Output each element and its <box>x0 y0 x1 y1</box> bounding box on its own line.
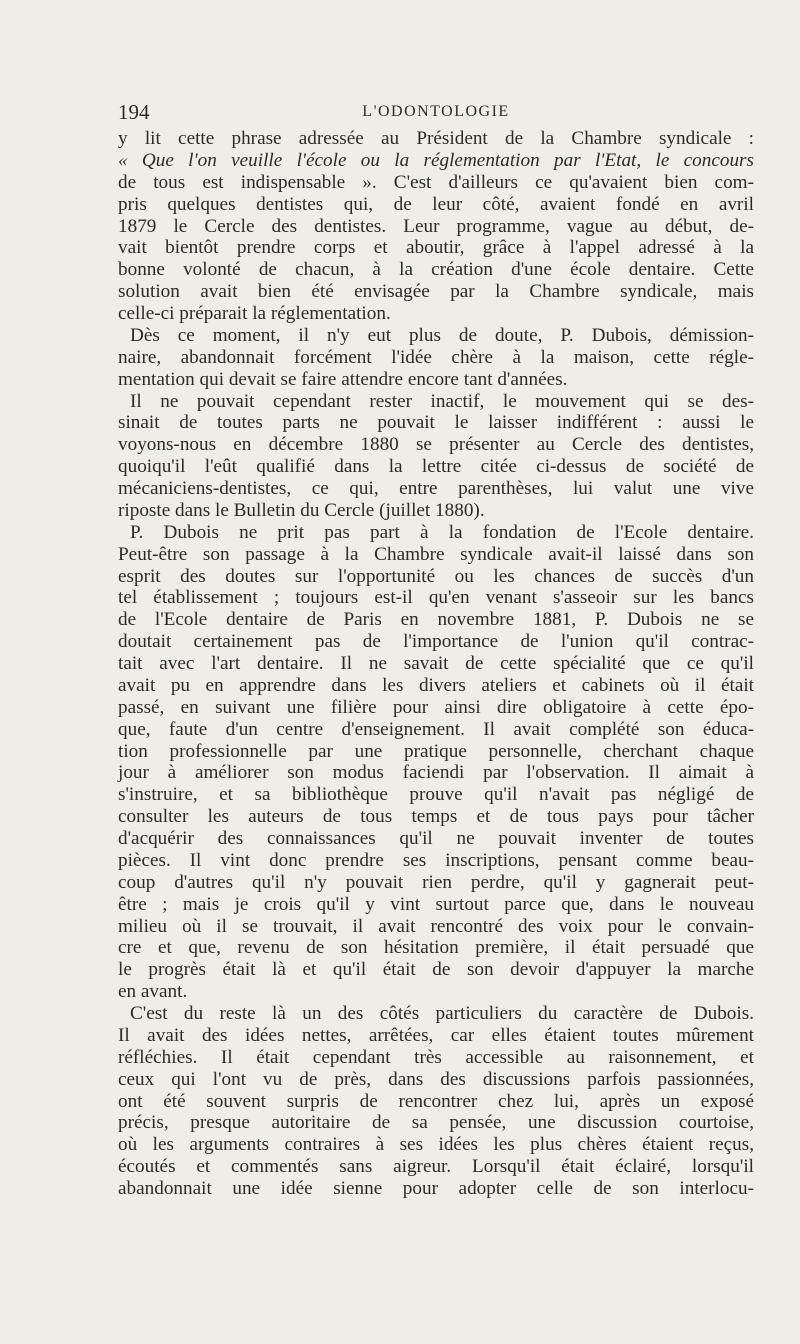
text-line: mécaniciens-dentistes, ce qui, entre parenthèses, lui valut une vive <box>118 478 754 499</box>
text-line: s'instruire, et sa bibliothèque prouve qu'il n'avait pas négligé de <box>118 784 754 806</box>
page-number: 194 <box>118 100 150 124</box>
text-line: que, faute d'un centre d'enseignement. Il avait complété son éduca- <box>118 718 754 740</box>
text-line: cre et que, revenu de son hésitation première, il était persuadé que <box>118 937 754 959</box>
text-line: sinait de toutes parts ne pouvait le laisser indifférent : aussi le <box>118 412 754 434</box>
page-header <box>118 100 754 128</box>
text-line: solution avait bien été envisagée par la Chambre syndicale, mais <box>118 281 754 303</box>
text-line: où les arguments contraires à ses idées les plus chères étaient reçus, <box>118 1134 754 1156</box>
text-line: mentation qui devait se faire attendre encore tant d'années. <box>118 368 568 390</box>
text-line: abandonnait une idée sienne pour adopter celle de son interlocu- <box>118 1178 754 1199</box>
text-line: d'acquérir des connaissances qu'il ne pouvait inventer de toutes <box>118 828 754 849</box>
text-line: C'est du reste là un des côtés particuliers du caractère de Dubois. <box>130 1003 754 1024</box>
text-line: précis, presque autoritaire de sa pensée, une discussion courtoise, <box>118 1112 754 1134</box>
text-line: naire, abandonnait forcément l'idée chère à la maison, cette régle- <box>118 346 754 368</box>
text-line: riposte dans le Bulletin du Cercle (juillet 1880). <box>118 499 485 521</box>
text-line: tion professionnelle par une pratique personnelle, cherchant chaque <box>118 740 754 762</box>
text-line: de l'Ecole dentaire de Paris en novembre 1881, P. Dubois ne se <box>118 609 754 631</box>
text-line: esprit des doutes sur l'opportunité ou les chances de succès d'un <box>118 565 754 587</box>
text-line: doutait certainement pas de l'importance de l'union qu'il contrac- <box>118 631 754 653</box>
text-line: « Que l'on veuille l'école ou la réglementation par l'Etat, le concours <box>118 149 754 171</box>
text-line: P. Dubois ne prit pas part à la fondation de l'Ecole dentaire. <box>130 521 754 543</box>
text-line: Peut-être son passage à la Chambre syndicale avait-il laissé dans son <box>118 543 754 565</box>
text-line: Il avait des idées nettes, arrêtées, car elles étaient toutes mûrement <box>118 1024 754 1046</box>
text-line: jour à améliorer son modus faciendi par l'observation. Il aimait à <box>118 762 754 784</box>
text-line: bonne volonté de chacun, à la création d'une école dentaire. Cette <box>118 259 754 281</box>
text-line: pièces. Il vint donc prendre ses inscriptions, pensant comme beau- <box>118 849 754 871</box>
text-line: Il ne pouvait cependant rester inactif, le mouvement qui se des- <box>130 390 754 412</box>
text-line: coup d'autres qu'il n'y pouvait rien perdre, qu'il y gagnerait peut- <box>118 871 754 893</box>
text-line: écoutés et commentés sans aigreur. Lorsqu'il était éclairé, lorsqu'il <box>118 1156 754 1178</box>
text-line: milieu où il se trouvait, il avait rencontré des voix pour le convain- <box>118 915 754 937</box>
text-line: consulter les auteurs de tous temps et de tous pays pour tâcher <box>118 806 754 828</box>
text-line: ceux qui l'ont vu de près, dans des discussions parfois passionnées, <box>118 1068 754 1090</box>
text-line: en avant. <box>118 981 188 1003</box>
text-line: tait avec l'art dentaire. Il ne savait de cette spécialité que ce qu'il <box>118 653 754 674</box>
text-line: y lit cette phrase adressée au Président de la Chambre syndicale : <box>118 128 754 149</box>
text-line: de tous est indispensable ». C'est d'ailleurs ce qu'avaient bien com- <box>118 171 754 193</box>
running-title: L'ODONTOLOGIE <box>362 103 510 120</box>
text-line: vait bientôt prendre corps et aboutir, grâce à l'appel adressé à la <box>118 237 754 259</box>
text-line: avait pu en apprendre dans les divers ateliers et cabinets où il était <box>118 674 754 696</box>
text-line: réfléchies. Il était cependant très accessible au raisonnement, et <box>118 1046 754 1068</box>
text-line: passé, en suivant une filière pour ainsi dire obligatoire à cette épo- <box>118 696 754 718</box>
text-line: ont été souvent surpris de rencontrer chez lui, après un exposé <box>118 1090 754 1112</box>
text-line: celle-ci préparait la réglementation. <box>118 303 391 324</box>
body-text <box>118 128 754 1200</box>
text-line: le progrès était là et qu'il était de son devoir d'appuyer la marche <box>118 959 754 981</box>
text-line: voyons-nous en décembre 1880 se présenter au Cercle des dentistes, <box>118 434 754 456</box>
text-line: 1879 le Cercle des dentistes. Leur programme, vague au début, de- <box>118 215 754 237</box>
text-line: quoiqu'il l'eût qualifié dans la lettre citée ci-dessus de société de <box>118 456 754 478</box>
text-line: tel établissement ; toujours est-il qu'en venant s'asseoir sur les bancs <box>118 587 754 609</box>
text-line: Dès ce moment, il n'y eut plus de doute, P. Dubois, démission- <box>130 324 754 346</box>
text-line: être ; mais je crois qu'il y vint surtout parce que, dans le nouveau <box>118 893 754 915</box>
text-line: pris quelques dentistes qui, de leur côté, avaient fondé en avril <box>118 193 754 215</box>
